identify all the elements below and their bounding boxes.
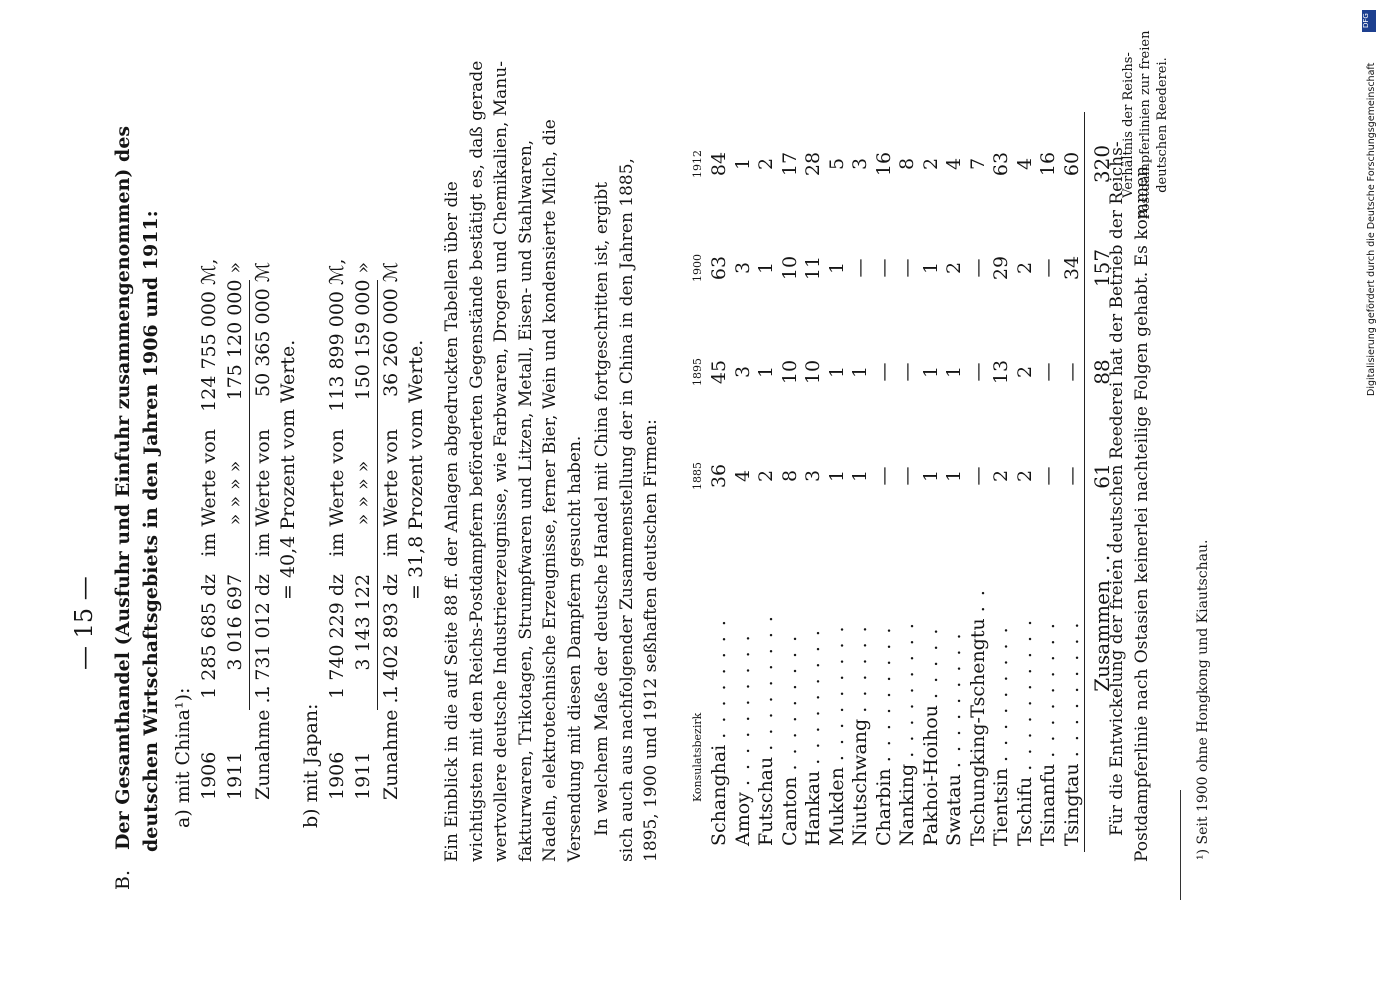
- china-sum-rule: [249, 280, 250, 710]
- table-row: Futschau . . . . . . . . . 2 1 1 2: [755, 157, 777, 846]
- section-b-label: B.: [112, 869, 134, 890]
- china-label: a) mit China¹):: [172, 687, 194, 828]
- table-row: Pakhoi-Hoihou . . . . . 1 1 1 2: [919, 157, 942, 846]
- paragraph-handel: In welchem Maße der deutsche Handel mit China fortgeschritten ist, ergibt sich auch aus nachfolgender Zusammenstellung der in China in den Jahren 1885, 1895, 1900 und 1912 seßhaften deutschen Firmen:: [592, 158, 661, 862]
- japan-row-1911: 1911 3 143 122 » » » » 150 159 000 »: [352, 261, 374, 800]
- japan-sum-rule: [377, 280, 378, 710]
- japan-percent: = 31,8 Prozent vom Werte.: [405, 339, 427, 600]
- table-row: Tsingtau . . . . . . . . . — — 34 60: [1060, 151, 1083, 846]
- paragraph-reederei: Für die Entwickelung der freien deutschen Reederei hat der Betrieb der Reichs- Postdampferlinie nach Ostasien keinerlei nachteilige Folgen gehabt. Es kommen: [1107, 141, 1152, 862]
- digitization-credit: Digitalisierung gefördert durch die Deutsche Forschungsgemeinschaft: [1366, 62, 1377, 396]
- table-row: Swatau . . . . . . . . . 1 1 2 4: [943, 157, 965, 846]
- firms-table: [688, 112, 1119, 852]
- table-row: Tientsin . . . . . . . . . 2 13 29 63: [990, 151, 1012, 846]
- japan-label: b) mit Japan:: [300, 703, 322, 828]
- footnote: ¹) Seit 1900 ohne Hongkong und Kiautschau.: [1195, 539, 1211, 860]
- paragraph-einblick: Ein Einblick in die auf Seite 88 ff. der Anlagen abgedruckten Tabellen über die wichtigsten mit den Reichs-Postdampfern beförderten Gegenstände bestätigt es, daß gerade wertvollere deutsche Industrieerzeugnisse, wie Farbwaren, Drogen und Chemikalien, Manu- fakturwaren, Trikotagen, Strumpfwaren und Litzen, Metall, Eisen- und Stahlwaren, Nadeln, elektrotechnische Erzeugnisse, ferner Bier, Wein und kondensierte Milch, die Versendung mit diesen Dampfern gesucht haben.: [442, 60, 585, 862]
- page-number: — 15 —: [70, 576, 98, 670]
- china-zunahme: Zunahme . . 1 731 012 dz im Werte von 50 365 000 ℳ: [252, 261, 274, 800]
- japan-row-1906: 1906 1 740 229 dz im Werte von 113 899 000 ℳ,: [326, 258, 348, 800]
- table-row: Canton . . . . . . . . . 8 10 10 17: [778, 151, 801, 846]
- section-b-heading: [112, 126, 134, 890]
- table-row: Hankau . . . . . . . . . 3 10 11 28: [802, 151, 824, 846]
- table-total-row: Zusammen . . . 61 88 157 320: [1085, 112, 1120, 852]
- section-b-title-line2: deutschen Wirtschaftsgebiets in den Jahren 1906 und 1911:: [140, 210, 162, 852]
- margin-note: Verhältnis der Reichs-Postdampferlinien zur freien deutschen Reederei.: [1121, 30, 1170, 220]
- china-percent: = 40,4 Prozent vom Werte.: [277, 339, 299, 600]
- china-row-1906: 1906 1 285 685 dz im Werte von 124 755 000 ℳ,: [198, 258, 220, 800]
- section-b-title-line1: Der Gesamthandel (Ausfuhr und Einfuhr zusammengenommen) des: [112, 125, 134, 850]
- table-row: Nanking . . . . . . . . . — — — 8: [896, 157, 918, 846]
- table-row: Tsinanfu . . . . . . . . . — — — 16: [1037, 151, 1059, 846]
- table-row: Tschungking-Tschengtu . . — — — 7: [966, 157, 989, 846]
- footnote-rule: [1180, 790, 1181, 900]
- table-row: Schanghai . . . . . . . . 36 45 63 84: [708, 151, 730, 846]
- japan-zunahme: Zunahme . . 1 402 893 dz im Werte von 36 260 000 ℳ: [380, 261, 402, 800]
- table-row: Charbin . . . . . . . . . — — — 16: [872, 151, 895, 846]
- table-row: Niutschwang . . . . . . 1 1 — 3: [849, 157, 871, 846]
- table-row: Tschifu . . . . . . . . . . 2 2 2 4: [1013, 157, 1036, 846]
- china-row-1911: 1911 3 016 697 » » » » 175 120 000 »: [224, 261, 246, 800]
- table-row: Mukden . . . . . . . . . 1 1 1 5: [825, 157, 848, 846]
- firms-table-header: Konsulatsbezirk 1885 1895 1900 1912: [691, 150, 704, 802]
- dfg-logo: DFG: [1362, 10, 1376, 32]
- table-row: Amoy . . . . . . . . . . 4 3 3 1: [731, 157, 754, 846]
